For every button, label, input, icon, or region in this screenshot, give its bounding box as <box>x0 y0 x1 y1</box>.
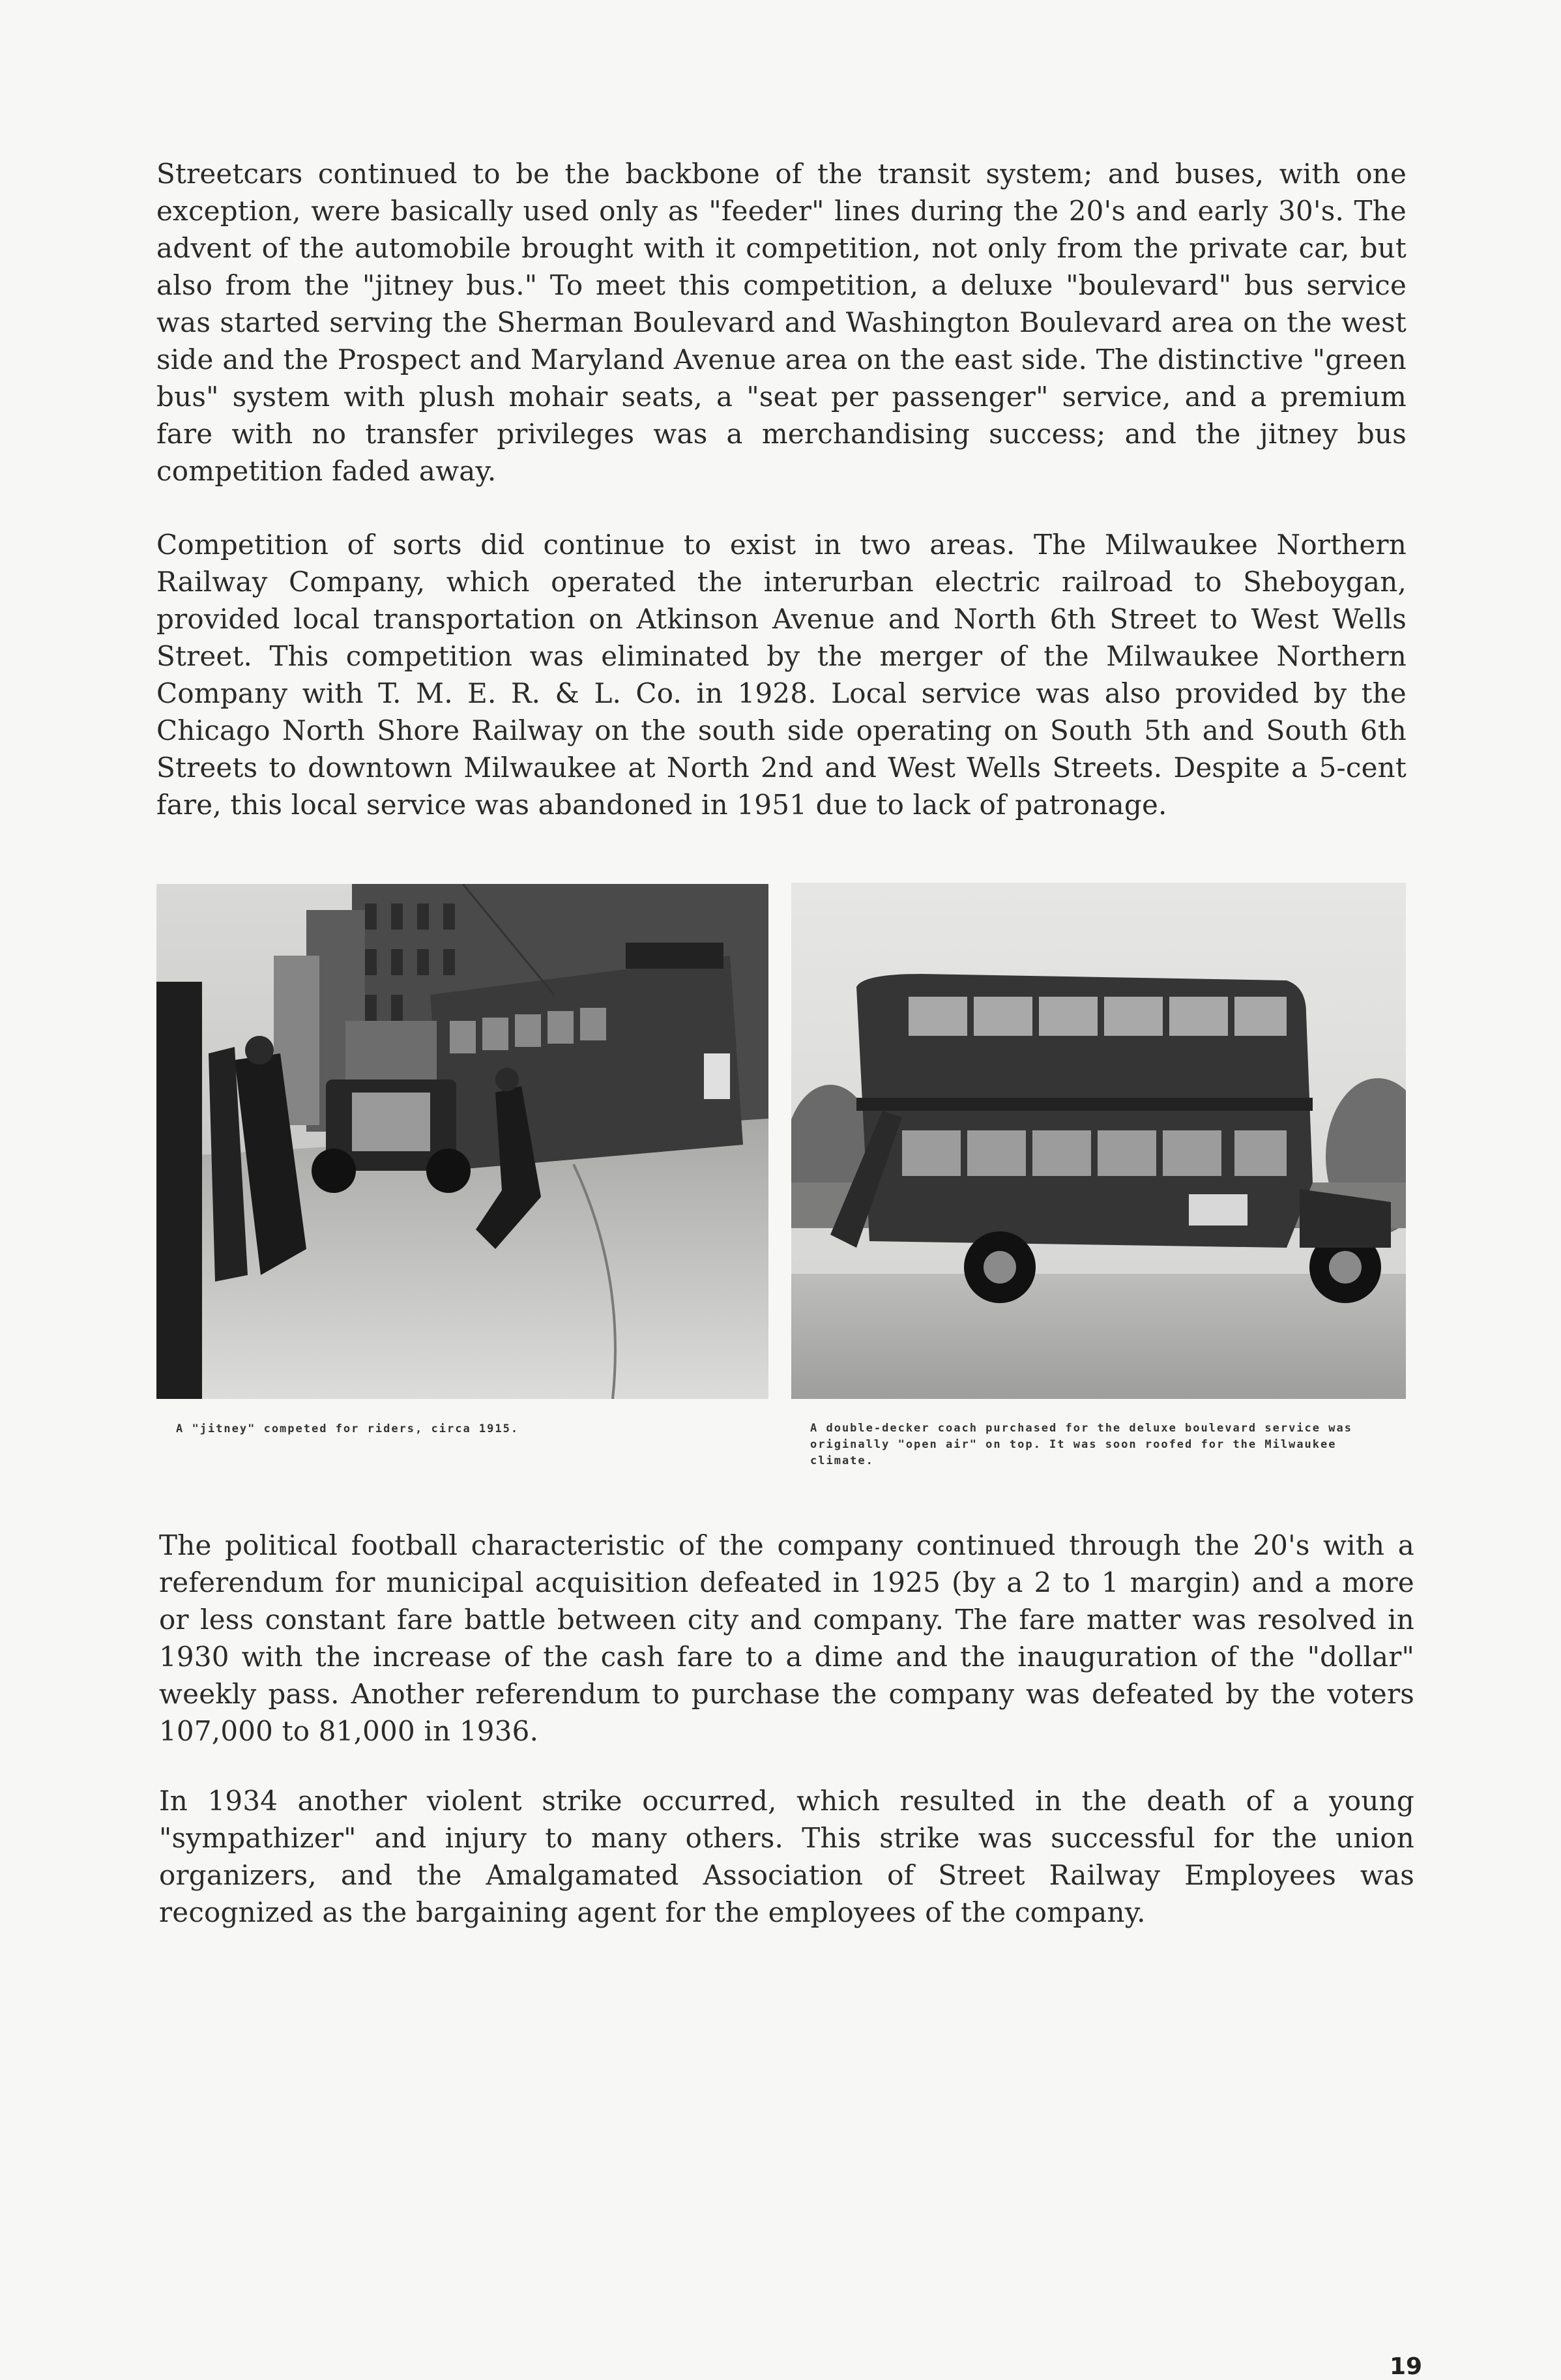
jitney-street-photo <box>156 884 768 1399</box>
body-paragraph: Competition of sorts did continue to exist in two areas. The Milwaukee Northern Railway Company, which operated the interurban electric railroad to Sheboygan, provided local transportation on Atkinson Avenue and North 6th Street to West Wells Street. This competition was eliminated by the merger of the Milwaukee Northern Company with T. M. E. R. & L. Co. in 1928. Local service was also provided by the Chicago North Shore Railway on the south side operating on South 5th and South 6th Streets to downtown Milwaukee at North 2nd and West Wells Streets. Despite a 5-cent fare, this local service was abandoned in 1951 due to lack of patronage. <box>156 529 1407 821</box>
body-paragraph: In 1934 another violent strike occurred, which resulted in the death of a young "sympathizer" and injury to many others. This strike was successful for the union organizers, and the Amalgamated Association of Street Railway Employees was recognized as the bargaining agent for the employees of the company. <box>159 1785 1414 1928</box>
body-paragraph: Streetcars continued to be the backbone of the transit system; and buses, with one exception, were basically used only as "feeder" lines during the 20's and early 30's. The advent of the automobile brought with it competition, not only from the private car, but also from the "jitney bus." To meet this competition, a deluxe "boulevard" bus service was started serving the Sherman Boulevard and Washington Boulevard area on the west side and the Prospect and Maryland Avenue area on the east side. The distinctive "green bus" system with plush mohair seats, a "seat per passenger" service, and a premium fare with no transfer privileges was a merchandising success; and the jitney bus competition faded away. <box>156 158 1407 487</box>
photo-caption: A double-decker coach purchased for the deluxe boulevard service was originally "open air" on top. It was soon roofed for the Milwaukee climate. <box>810 1422 1352 1467</box>
body-paragraph: The political football characteristic of the company continued through the 20's with a referendum for municipal acquisition defeated in 1925 (by a 2 to 1 margin) and a more or less constant fare battle between city and company. The fare matter was resolved in 1930 with the increase of the cash fare to a dime and the inauguration of the "dollar" weekly pass. Another referendum to purchase the company was defeated by the voters 107,000 to 81,000 in 1936. <box>159 1529 1414 1747</box>
page-number: 19 <box>1390 2353 1423 2380</box>
double-decker-bus-photo <box>791 883 1406 1399</box>
photo-caption: A "jitney" competed for riders, circa 1915. <box>176 1422 519 1435</box>
